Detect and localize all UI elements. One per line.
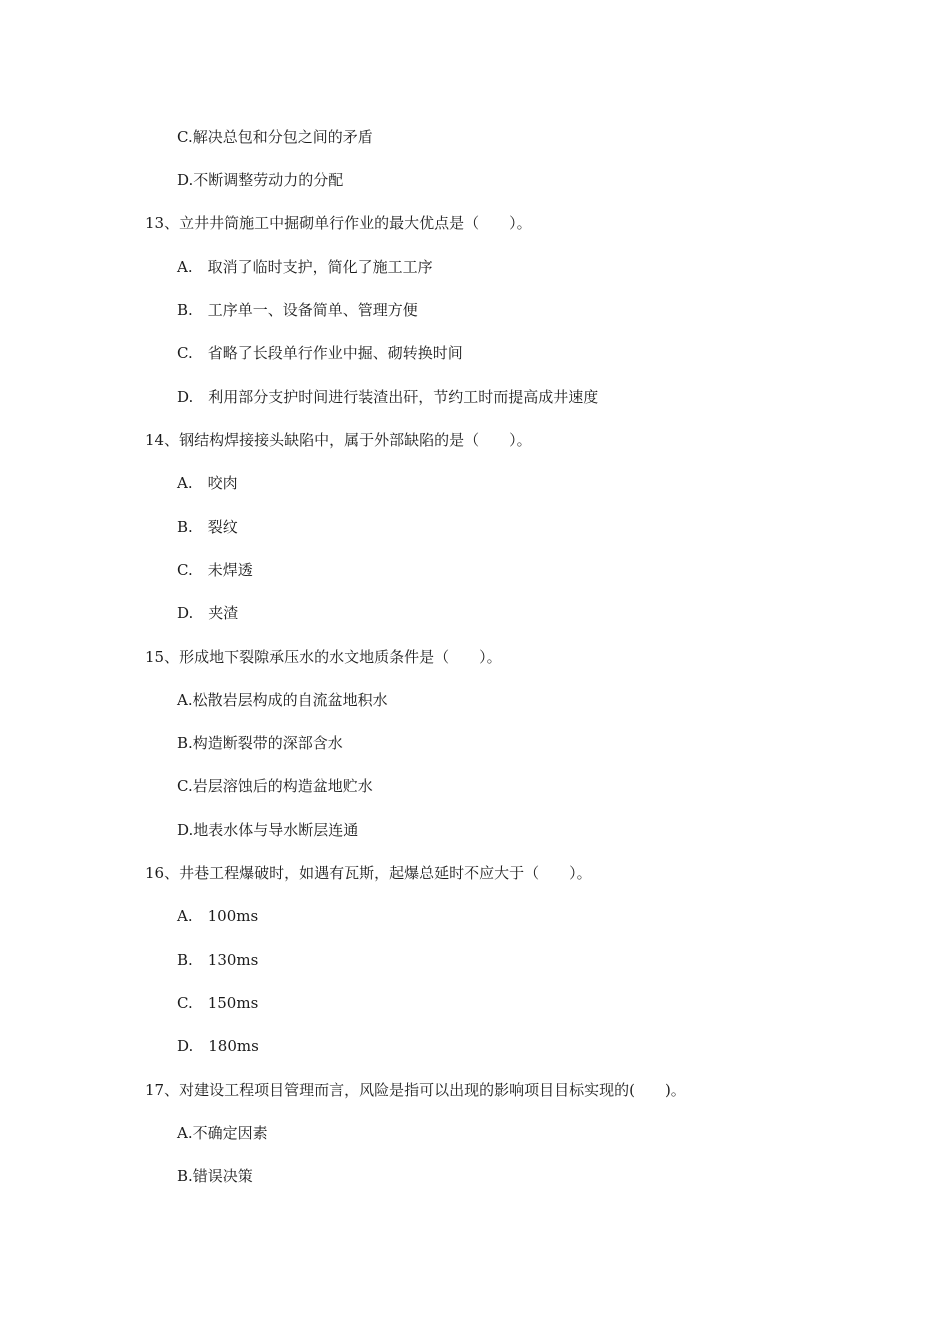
option-16-c: C. 150ms [177,994,259,1012]
option-13-d: D. 利用部分支护时间进行装渣出矸，节约工时而提高成井速度 [177,388,599,406]
option-13-b: B. 工序单一、设备简单、管理方便 [177,301,418,319]
option-15-b: B.构造断裂带的深部含水 [177,734,343,752]
option-15-d: D.地表水体与导水断层连通 [177,821,359,839]
option-16-d: D. 180ms [177,1037,259,1055]
option-14-d: D. 夹渣 [177,604,239,622]
question-16: 16、井巷工程爆破时，如遇有瓦斯，起爆总延时不应大于（ ）。 [145,864,592,882]
option-15-c: C.岩层溶蚀后的构造盆地贮水 [177,777,373,795]
option-16-a: A. 100ms [177,907,259,925]
question-15: 15、形成地下裂隙承压水的水文地质条件是（ ）。 [145,648,502,666]
question-14: 14、钢结构焊接接头缺陷中，属于外部缺陷的是（ ）。 [145,431,532,449]
option-17-a: A.不确定因素 [177,1124,268,1142]
option-13-a: A. 取消了临时支护，简化了施工工序 [177,258,433,276]
option-13-c: C. 省略了长段单行作业中掘、砌转换时间 [177,344,463,362]
option-12-c: C.解决总包和分包之间的矛盾 [177,128,373,146]
option-14-a: A. 咬肉 [177,474,238,492]
question-17: 17、对建设工程项目管理而言，风险是指可以出现的影响项目目标实现的( )。 [145,1081,686,1099]
option-15-a: A.松散岩层构成的自流盆地积水 [177,691,388,709]
option-12-d: D.不断调整劳动力的分配 [177,171,344,189]
option-17-b: B.错误决策 [177,1167,253,1185]
question-13: 13、立井井筒施工中掘砌单行作业的最大优点是（ ）。 [145,214,532,232]
option-16-b: B. 130ms [177,951,259,969]
option-14-c: C. 未焊透 [177,561,253,579]
option-14-b: B. 裂纹 [177,518,238,536]
